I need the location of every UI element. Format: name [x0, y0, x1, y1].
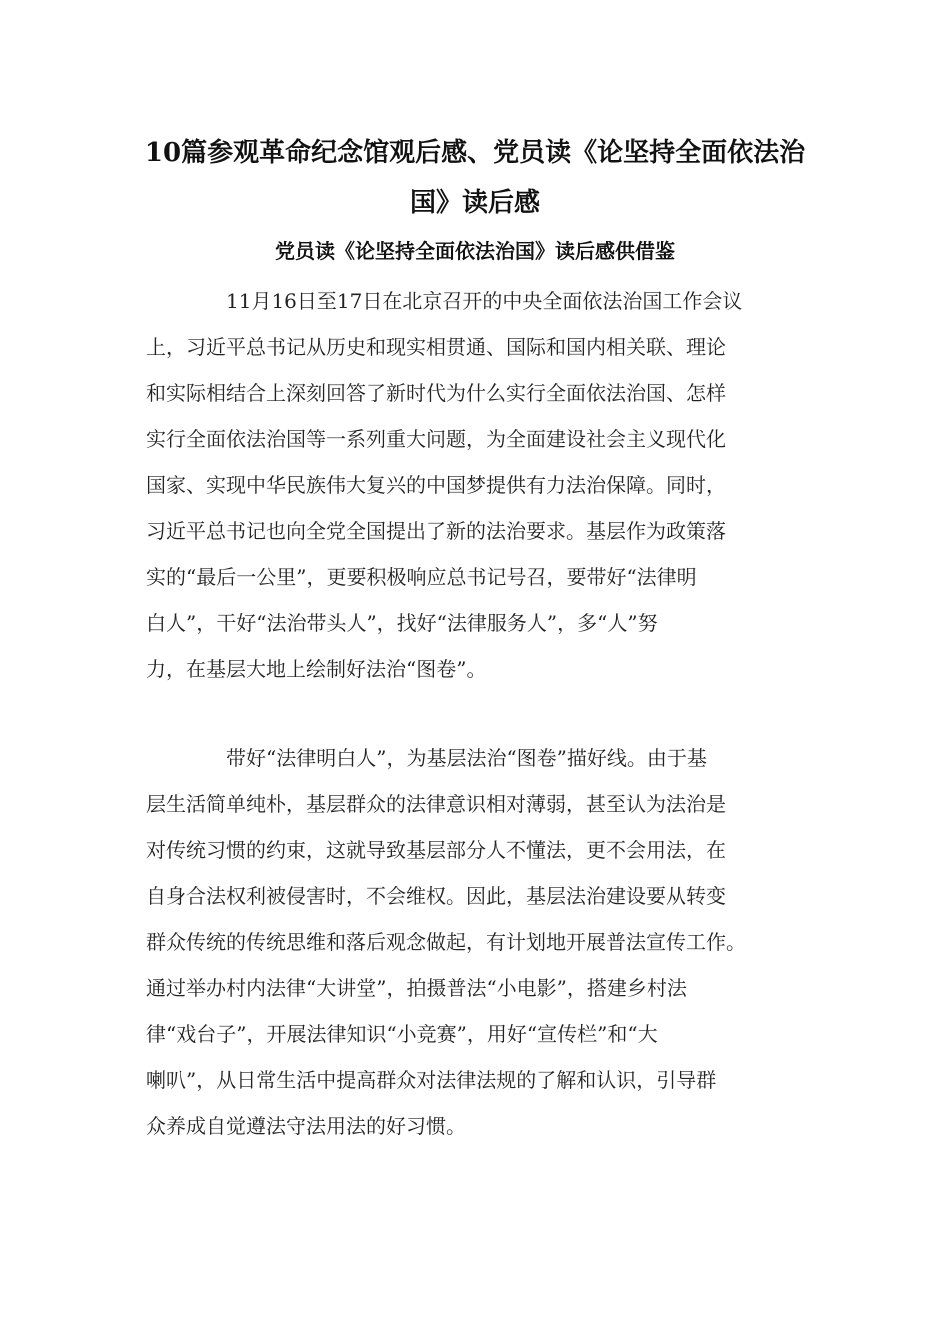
paragraph-line: 自身合法权利被侵害时，不会维权。因此，基层法治建设要从转变 [146, 884, 726, 908]
paragraph-2 [146, 735, 816, 1149]
document-title-line-2: 国》读后感 [409, 188, 540, 218]
paragraph-line: 实的“最后一公里”，更要积极响应总书记号召，要带好“法律明 [146, 565, 697, 589]
paragraph-1 [146, 278, 816, 692]
paragraph-line: 白人”，干好“法治带头人”，找好“法律服务人”，多“人”努 [146, 611, 658, 635]
paragraph-line: 国家、实现中华民族伟大复兴的中国梦提供有力法治保障。同时， [146, 473, 726, 497]
paragraph-line: 11月16日至17日在北京召开的中央全面依法治国工作会议 [226, 289, 743, 313]
paragraph-line: 带好“法律明白人”，为基层法治“图卷”描好线。由于基 [226, 746, 707, 770]
paragraph-line: 层生活简单纯朴，基层群众的法律意识相对薄弱，甚至认为法治是 [146, 792, 726, 816]
paragraph-line: 众养成自觉遵法守法用法的好习惯。 [146, 1114, 466, 1138]
paragraph-line: 对传统习惯的约束，这就导致基层部分人不懂法，更不会用法，在 [146, 838, 726, 862]
paragraph-line: 实行全面依法治国等一系列重大问题，为全面建设社会主义现代化 [146, 427, 726, 451]
paragraph-line: 喇叭”，从日常生活中提高群众对法律法规的了解和认识，引导群 [146, 1068, 717, 1092]
paragraph-line: 律“戏台子”，开展法律知识“小竞赛”，用好“宣传栏”和“大 [146, 1022, 658, 1046]
document-title-line-1: 10篇参观革命纪念馆观后感、党员读《论坚持全面依法治 [144, 138, 806, 168]
paragraph-line: 力，在基层大地上绘制好法治“图卷”。 [146, 657, 487, 681]
paragraph-line: 上，习近平总书记从历史和现实相贯通、国际和国内相关联、理论 [146, 335, 726, 359]
paragraph-line: 习近平总书记也向全党全国提出了新的法治要求。基层作为政策落 [146, 519, 726, 543]
paragraph-line: 通过举办村内法律“大讲堂”，拍摄普法“小电影”，搭建乡村法 [146, 976, 687, 1000]
document-subtitle: 党员读《论坚持全面依法治国》读后感供借鉴 [275, 239, 675, 263]
paragraph-line: 和实际相结合上深刻回答了新时代为什么实行全面依法治国、怎样 [146, 381, 726, 405]
paragraph-line: 群众传统的传统思维和落后观念做起，有计划地开展普法宣传工作。 [146, 930, 746, 954]
